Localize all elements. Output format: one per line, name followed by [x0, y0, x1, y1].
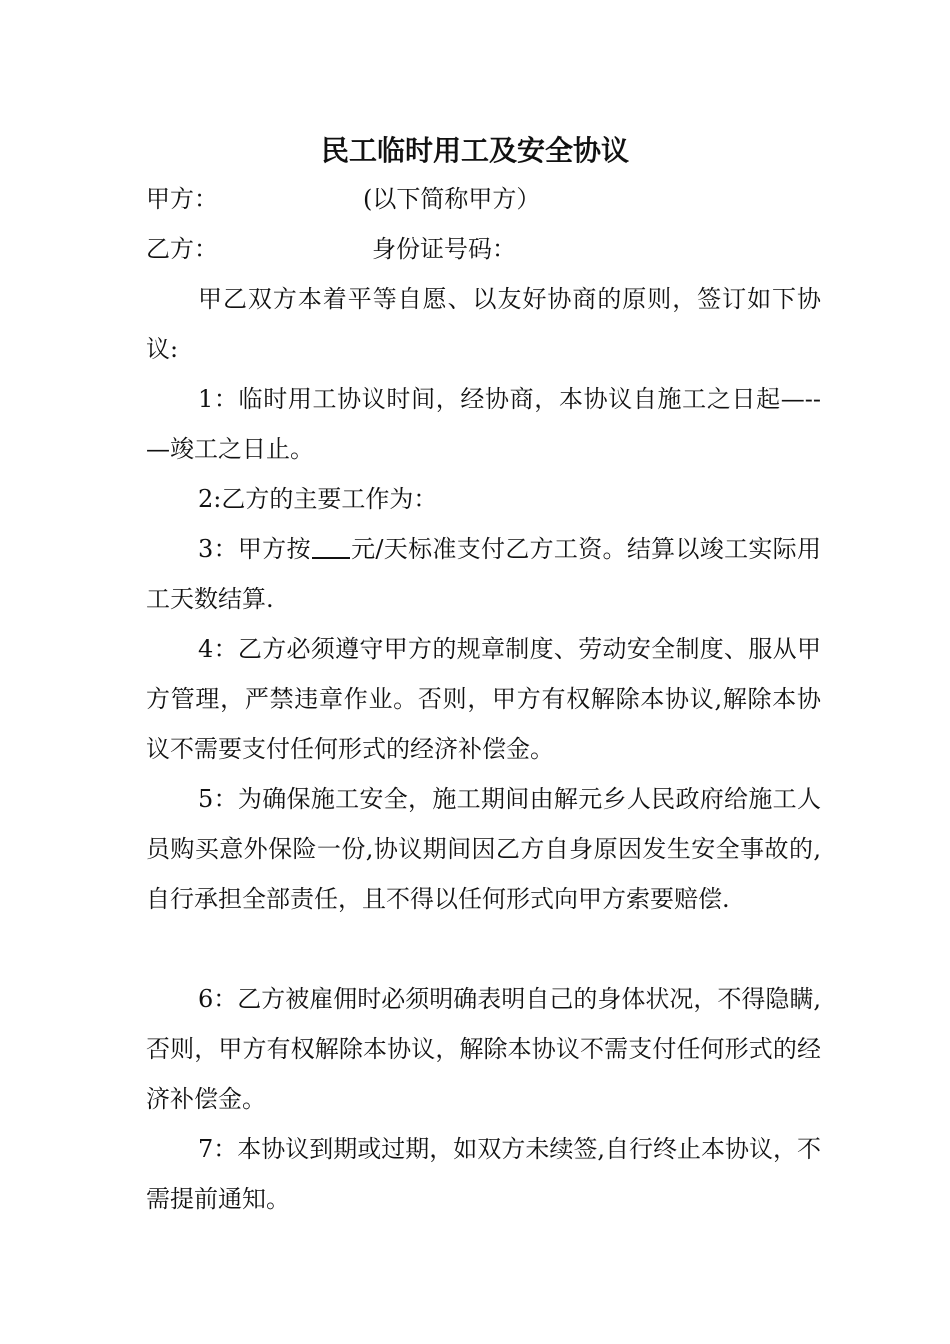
clause-5: 5：为确保施工安全，施工期间由解元乡人民政府给施工人员购买意外保险一份,协议期间因乙方自身原因发生安全事故的,自行承担全部责任，且不得以任何形式向甲方索要赔偿. [146, 785, 821, 913]
clause-7: 7：本协议到期或过期，如双方未续签,自行终止本协议，不需提前通知。 [146, 1135, 821, 1213]
clause-3 [146, 524, 821, 624]
party-a-line [146, 182, 218, 216]
clause-3-text-after: 元/天标准支付乙方工资。结算以竣工实际用工天数结算. [146, 535, 821, 613]
party-a-note: (以下简称甲方） [363, 185, 541, 213]
clause-3-text-before: 3：甲方按 [198, 535, 311, 563]
party-b-label: 乙方： [146, 235, 218, 263]
party-b-line [146, 232, 218, 266]
document-title: 民工临时用工及安全协议 [320, 134, 629, 167]
party-b-id-label: 身份证号码： [372, 235, 516, 263]
clause-4: 4：乙方必须遵守甲方的规章制度、劳动安全制度、服从甲方管理，严禁违章作业。否则，甲方有权解除本协议,解除本协议不需要支付任何形式的经济补偿金。 [146, 635, 821, 763]
wage-blank [312, 535, 350, 559]
party-a-label: 甲方： [146, 185, 218, 213]
clause-6: 6：乙方被雇佣时必须明确表明自己的身体状况，不得隐瞒,否则，甲方有权解除本协议，解除本协议不需支付任何形式的经济补偿金。 [146, 985, 821, 1113]
clause-2: 2:乙方的主要工作为： [198, 485, 438, 513]
intro-paragraph: 甲乙双方本着平等自愿、以友好协商的原则，签订如下协议: [146, 285, 821, 363]
clause-1: 1：临时用工协议时间，经协商，本协议自施工之日起—--—竣工之日止。 [146, 385, 821, 463]
